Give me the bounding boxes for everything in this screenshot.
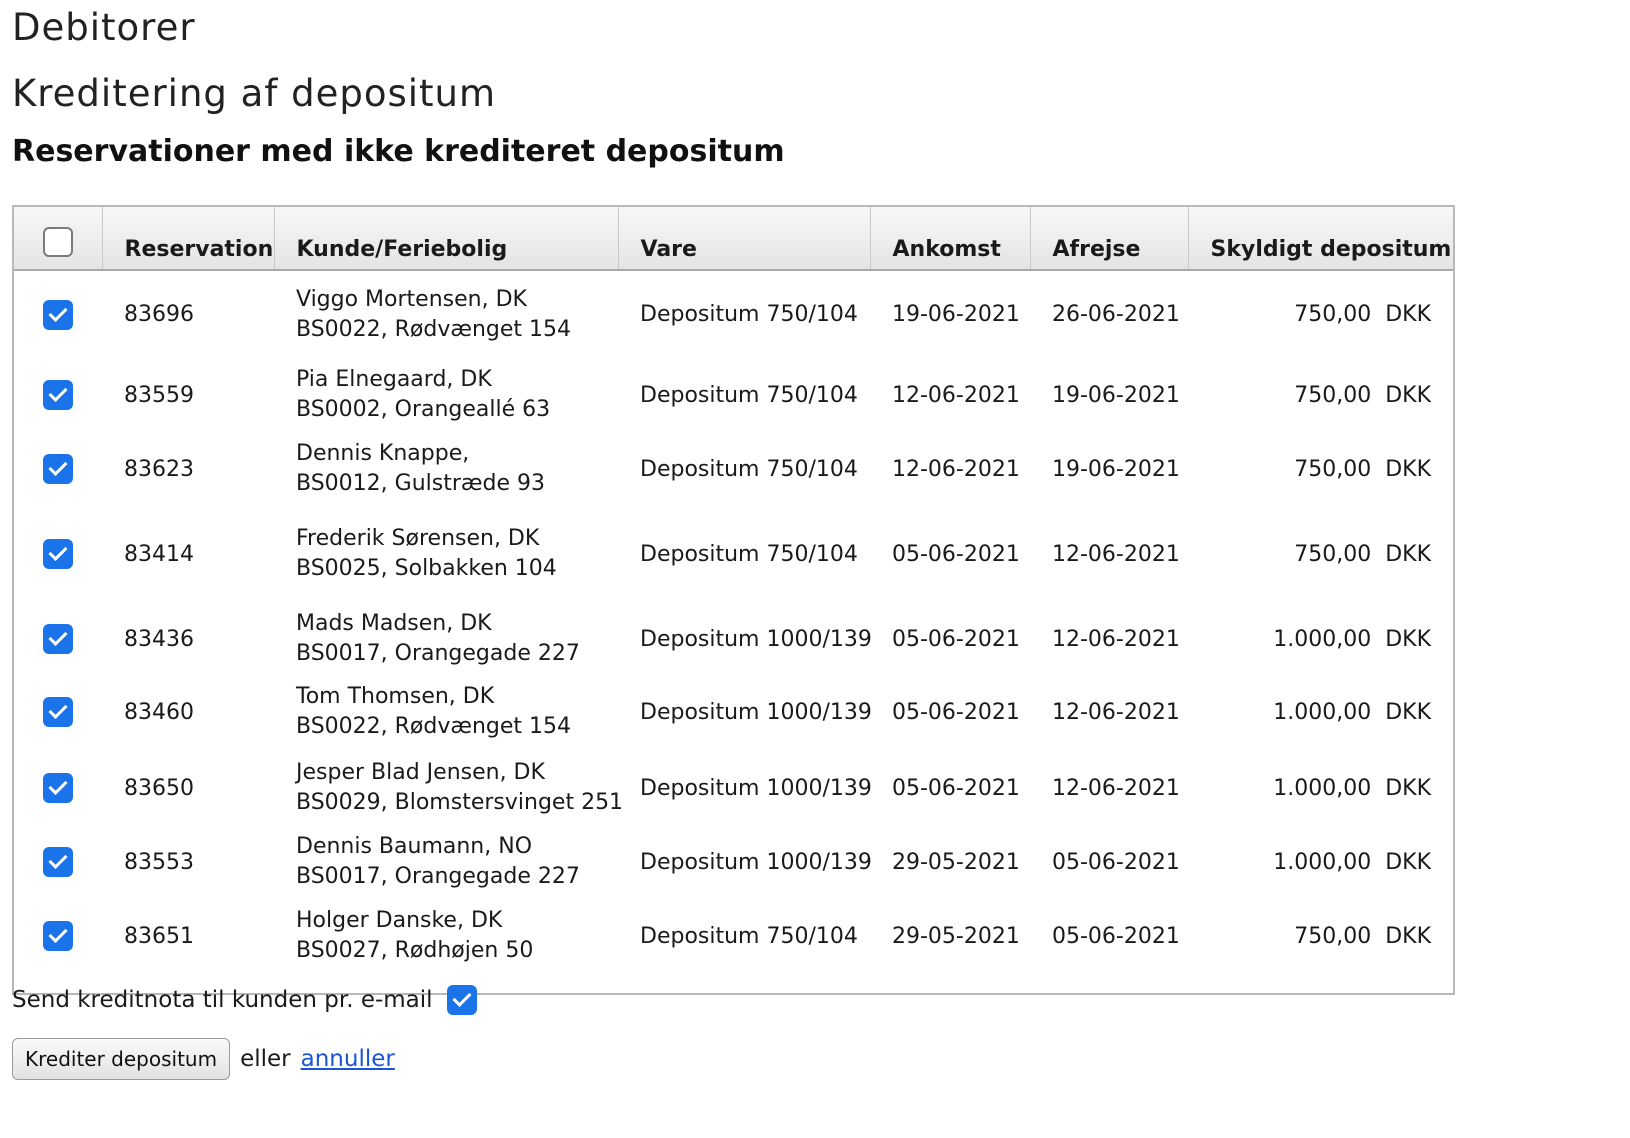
annuller-link[interactable]: annuller (300, 1046, 395, 1072)
property-address: BS0017, Orangegade 227 (296, 864, 580, 889)
header-afrejse[interactable]: Afrejse (1030, 207, 1188, 270)
afrejse-date: 12-06-2021 (1052, 699, 1180, 725)
customer-name: Dennis Knappe, (296, 441, 470, 466)
table-row[interactable] (14, 896, 1453, 976)
afrejse-date: 12-06-2021 (1052, 626, 1180, 652)
property-address: BS0017, Orangegade 227 (296, 641, 580, 666)
afrejse-date: 05-06-2021 (1052, 923, 1180, 949)
property-address: BS0022, Rødvænget 154 (296, 316, 572, 342)
ankomst-date: 05-06-2021 (892, 541, 1020, 567)
select-all-checkbox[interactable] (43, 227, 73, 257)
afrejse-date: 12-06-2021 (1052, 775, 1180, 801)
row-select-checkbox[interactable] (43, 697, 73, 727)
deposit-amount-cell (1188, 676, 1453, 748)
row-select-checkbox[interactable] (43, 454, 73, 484)
reservation-number: 83414 (124, 541, 194, 567)
table-row[interactable] (14, 676, 1453, 748)
property-address: BS0027, Rødhøjen 50 (296, 938, 534, 963)
reservation-number: 83623 (124, 456, 194, 482)
deposit-currency: DKK (1385, 923, 1431, 949)
deposit-currency: DKK (1385, 456, 1431, 482)
ankomst-date: 05-06-2021 (892, 626, 1020, 652)
customer-name: Tom Thomsen, DK (296, 684, 495, 709)
deposit-currency: DKK (1385, 775, 1431, 801)
table-row[interactable] (14, 828, 1453, 896)
send-email-checkbox[interactable] (447, 985, 477, 1015)
row-checkbox-cell (14, 432, 102, 506)
row-checkbox-cell (14, 602, 102, 676)
deposit-currency: DKK (1385, 699, 1431, 725)
deposit-amount: 750,00 (1294, 541, 1372, 567)
kunde-cell (274, 358, 618, 432)
ankomst-date: 12-06-2021 (892, 382, 1020, 408)
afrejse-date: 19-06-2021 (1052, 382, 1180, 408)
action-row (12, 1038, 395, 1080)
kunde-cell (274, 506, 618, 602)
row-checkbox-cell (14, 748, 102, 828)
vare-cell: Depositum 1000/139 (640, 626, 872, 652)
table-row[interactable] (14, 602, 1453, 676)
header-reservation[interactable]: Reservation (102, 207, 274, 270)
reservation-number: 83553 (124, 849, 194, 875)
ankomst-date: 29-05-2021 (892, 849, 1020, 875)
vare-cell: Depositum 750/104 (640, 541, 858, 567)
property-address: BS0022, Rødvænget 154 (296, 714, 572, 739)
row-select-checkbox[interactable] (43, 773, 73, 803)
deposit-currency: DKK (1385, 302, 1431, 327)
deposit-amount: 750,00 (1294, 923, 1372, 949)
afrejse-date: 05-06-2021 (1052, 849, 1180, 875)
deposit-currency: DKK (1385, 626, 1431, 652)
vare-cell: Depositum 750/104 (640, 456, 858, 482)
property-address: BS0025, Solbakken 104 (296, 556, 557, 581)
deposit-currency: DKK (1385, 541, 1431, 567)
deposit-amount: 1.000,00 (1273, 699, 1372, 725)
table-row[interactable] (14, 358, 1453, 432)
deposit-amount: 750,00 (1294, 456, 1372, 482)
ankomst-date: 05-06-2021 (892, 699, 1020, 725)
vare-cell: Depositum 750/104 (640, 382, 858, 408)
kunde-cell (274, 748, 624, 828)
reservation-number: 83651 (124, 923, 194, 949)
row-checkbox-cell (14, 358, 102, 432)
deposit-amount: 750,00 (1294, 302, 1372, 327)
ankomst-date: 29-05-2021 (892, 923, 1020, 949)
deposit-amount-cell (1188, 896, 1453, 976)
customer-name: Pia Elnegaard, DK (296, 367, 492, 392)
reservation-number: 83650 (124, 775, 194, 801)
table-row[interactable] (14, 270, 1453, 358)
reservations-table (12, 205, 1455, 995)
ankomst-date: 12-06-2021 (892, 456, 1020, 482)
send-email-label: Send kreditnota til kunden pr. e-mail (12, 987, 433, 1013)
kunde-cell (274, 270, 618, 358)
deposit-amount: 1.000,00 (1273, 849, 1372, 875)
row-checkbox-cell (14, 270, 102, 358)
table-row[interactable] (14, 748, 1453, 828)
header-ankomst[interactable]: Ankomst (870, 207, 1030, 270)
table-header-row (14, 207, 1453, 270)
afrejse-date: 19-06-2021 (1052, 456, 1180, 482)
row-checkbox-cell (14, 828, 102, 896)
row-select-checkbox[interactable] (43, 380, 73, 410)
header-select-all (14, 207, 102, 270)
customer-name: Holger Danske, DK (296, 908, 503, 933)
kunde-cell (274, 896, 618, 976)
vare-cell: Depositum 750/104 (640, 923, 858, 949)
afrejse-date: 12-06-2021 (1052, 541, 1180, 567)
header-kunde[interactable]: Kunde/Feriebolig (274, 207, 618, 270)
property-address: BS0029, Blomstersvinget 251 (296, 790, 624, 815)
customer-name: Jesper Blad Jensen, DK (296, 760, 545, 785)
vare-cell: Depositum 1000/139 (640, 775, 872, 801)
reservation-number: 83559 (124, 382, 194, 408)
page-subtitle: Kreditering af depositum (12, 72, 497, 115)
property-address: BS0012, Gulstræde 93 (296, 471, 545, 496)
section-heading: Reservationer med ikke krediteret depositum (12, 134, 785, 169)
reservation-number: 83696 (124, 302, 194, 327)
ankomst-date: 19-06-2021 (892, 302, 1020, 327)
row-select-checkbox[interactable] (43, 921, 73, 951)
row-checkbox-cell (14, 896, 102, 976)
vare-cell: Depositum 1000/139 (640, 699, 872, 725)
row-checkbox-cell (14, 506, 102, 602)
row-checkbox-cell (14, 676, 102, 748)
customer-name: Mads Madsen, DK (296, 611, 492, 636)
kunde-cell (274, 676, 618, 748)
customer-name: Dennis Baumann, NO (296, 834, 533, 859)
customer-name: Frederik Sørensen, DK (296, 526, 540, 551)
header-depositum[interactable]: Skyldigt depositum (1188, 207, 1453, 270)
kunde-cell (274, 602, 618, 676)
deposit-amount-cell (1188, 432, 1453, 506)
customer-name: Viggo Mortensen, DK (296, 286, 527, 312)
deposit-amount-cell (1188, 506, 1453, 602)
kunde-cell (274, 828, 618, 896)
row-select-checkbox[interactable] (43, 300, 73, 330)
reservation-number: 83436 (124, 626, 194, 652)
reservation-number: 83460 (124, 699, 194, 725)
row-select-checkbox[interactable] (43, 624, 73, 654)
deposit-amount-cell (1188, 828, 1453, 896)
ankomst-date: 05-06-2021 (892, 775, 1020, 801)
deposit-amount-cell (1188, 358, 1453, 432)
header-vare[interactable]: Vare (618, 207, 870, 270)
row-select-checkbox[interactable] (43, 847, 73, 877)
deposit-amount: 1.000,00 (1273, 626, 1372, 652)
deposit-amount: 1.000,00 (1273, 775, 1372, 801)
deposit-amount-cell (1188, 270, 1453, 358)
krediter-depositum-button[interactable]: Krediter depositum (12, 1038, 230, 1080)
deposit-currency: DKK (1385, 382, 1431, 408)
send-email-row (12, 985, 477, 1015)
deposit-currency: DKK (1385, 849, 1431, 875)
vare-cell: Depositum 1000/139 (640, 849, 872, 875)
table-row[interactable] (14, 432, 1453, 506)
property-address: BS0002, Orangeallé 63 (296, 397, 551, 422)
kunde-cell (274, 432, 618, 506)
page-title: Debitorer (12, 6, 196, 49)
or-text: eller (240, 1046, 291, 1072)
vare-cell: Depositum 750/104 (640, 302, 858, 327)
row-select-checkbox[interactable] (43, 539, 73, 569)
deposit-amount-cell (1188, 748, 1453, 828)
afrejse-date: 26-06-2021 (1052, 302, 1180, 327)
table-row[interactable] (14, 506, 1453, 602)
deposit-amount-cell (1188, 602, 1453, 676)
deposit-amount: 750,00 (1294, 382, 1372, 408)
